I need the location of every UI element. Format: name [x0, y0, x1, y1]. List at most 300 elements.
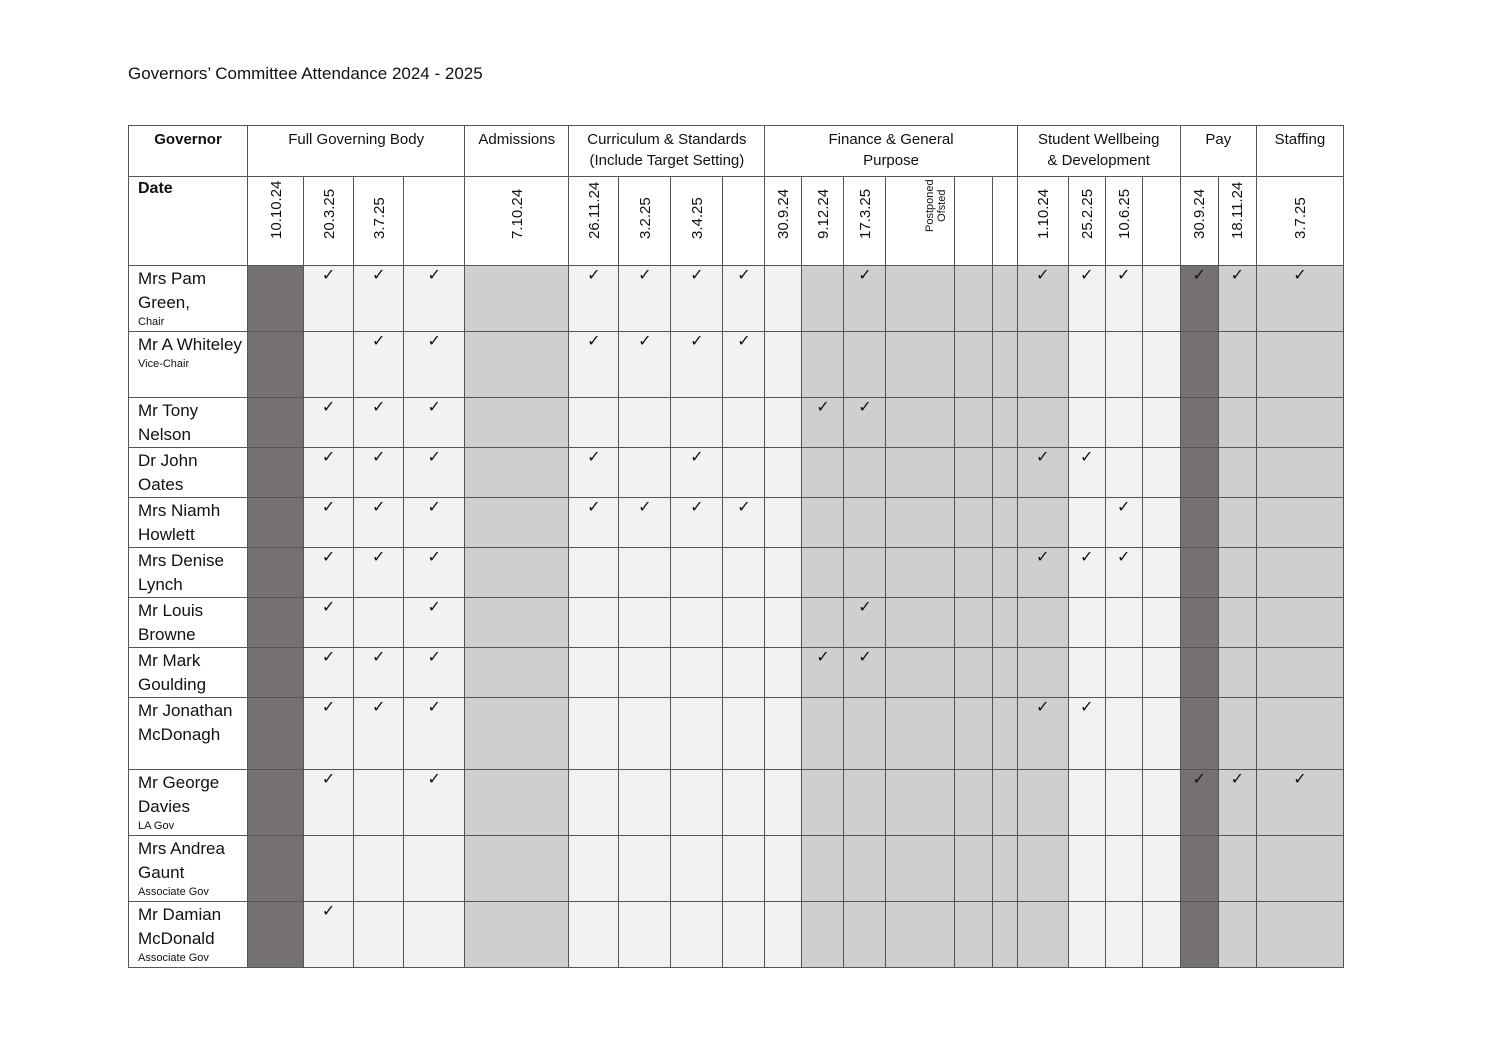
check-icon: ✓ — [371, 333, 386, 350]
attendance-cell — [1218, 498, 1256, 548]
table-row — [129, 398, 1344, 448]
attendance-cell — [354, 698, 404, 770]
governor-name-cell — [129, 398, 248, 448]
date-cell — [1180, 177, 1218, 266]
attendance-cell — [619, 698, 671, 770]
governor-header: Governor — [129, 126, 248, 177]
attendance-cell — [954, 648, 992, 698]
attendance-cell — [304, 836, 354, 902]
attendance-cell — [1180, 548, 1218, 598]
attendance-cell — [354, 548, 404, 598]
attendance-cell — [886, 266, 954, 332]
attendance-cell — [1218, 648, 1256, 698]
wellbeing-header-line1: Student Wellbeing — [1037, 131, 1160, 148]
date-cell — [1218, 177, 1256, 266]
attendance-cell — [569, 836, 619, 902]
attendance-cell — [465, 648, 569, 698]
attendance-cell — [465, 448, 569, 498]
attendance-cell — [671, 332, 723, 398]
attendance-cell — [465, 266, 569, 332]
attendance-cell — [723, 548, 765, 598]
attendance-cell — [765, 448, 802, 498]
attendance-cell — [954, 448, 992, 498]
attendance-cell — [802, 448, 844, 498]
date-cell — [619, 177, 671, 266]
governor-name-cell — [129, 698, 248, 770]
attendance-cell — [404, 448, 465, 498]
check-icon: ✓ — [1116, 549, 1131, 566]
check-icon: ✓ — [321, 449, 336, 466]
attendance-cell — [802, 498, 844, 548]
attendance-cell — [465, 332, 569, 398]
attendance-cell — [954, 398, 992, 448]
meeting-date: 3.7.25 — [370, 197, 388, 239]
check-icon: ✓ — [321, 649, 336, 666]
attendance-cell — [723, 698, 765, 770]
attendance-cell — [765, 548, 802, 598]
attendance-cell — [1017, 498, 1068, 548]
attendance-cell — [1017, 902, 1068, 968]
attendance-cell — [1256, 902, 1343, 968]
attendance-cell — [404, 698, 465, 770]
attendance-cell — [354, 770, 404, 836]
attendance-cell — [619, 770, 671, 836]
attendance-cell — [992, 698, 1017, 770]
attendance-cell — [1068, 598, 1105, 648]
attendance-cell — [404, 902, 465, 968]
meeting-date: 9.12.24 — [814, 188, 832, 239]
attendance-cell — [1068, 770, 1105, 836]
check-icon: ✓ — [1230, 267, 1244, 284]
attendance-cell — [671, 448, 723, 498]
attendance-cell — [1180, 266, 1218, 332]
attendance-cell — [465, 698, 569, 770]
check-icon: ✓ — [427, 549, 441, 566]
attendance-cell — [992, 598, 1017, 648]
governor-role: LA Gov — [138, 820, 175, 832]
governor-name-cell — [129, 448, 248, 498]
attendance-cell — [1180, 698, 1218, 770]
check-icon: ✓ — [321, 499, 336, 516]
attendance-cell — [1256, 332, 1343, 398]
attendance-cell — [1017, 266, 1068, 332]
governor-name: Mr Jonathan McDonagh — [138, 701, 233, 744]
attendance-cell — [569, 902, 619, 968]
attendance-cell — [1105, 598, 1142, 648]
attendance-cell — [1105, 648, 1142, 698]
check-icon: ✓ — [371, 549, 386, 566]
date-cell — [723, 177, 765, 266]
attendance-cell — [1142, 648, 1180, 698]
governor-name: Mrs Andrea Gaunt — [138, 839, 225, 882]
attendance-cell — [619, 498, 671, 548]
meeting-date: 20.3.25 — [320, 188, 338, 239]
attendance-cell — [304, 598, 354, 648]
meeting-date: 1.10.24 — [1034, 188, 1052, 239]
meeting-date: 30.9.24 — [1191, 188, 1209, 239]
attendance-cell — [1068, 836, 1105, 902]
attendance-cell — [304, 498, 354, 548]
check-icon: ✓ — [1079, 449, 1094, 466]
attendance-cell — [1218, 698, 1256, 770]
check-icon: ✓ — [690, 267, 704, 284]
attendance-cell — [1218, 266, 1256, 332]
attendance-cell — [1180, 498, 1218, 548]
attendance-cell — [765, 598, 802, 648]
attendance-cell — [1017, 648, 1068, 698]
check-icon: ✓ — [587, 499, 601, 516]
governor-name-cell — [129, 902, 248, 968]
attendance-cell — [404, 548, 465, 598]
attendance-cell — [465, 902, 569, 968]
attendance-cell — [1068, 266, 1105, 332]
check-icon: ✓ — [371, 649, 386, 666]
attendance-cell — [1017, 598, 1068, 648]
curriculum-header-line1: Curriculum & Standards — [587, 131, 747, 148]
attendance-cell — [992, 902, 1017, 968]
attendance-cell — [619, 648, 671, 698]
governor-name: Mr Tony Nelson — [138, 401, 199, 444]
attendance-cell — [1256, 548, 1343, 598]
attendance-cell — [886, 332, 954, 398]
curriculum-header — [569, 126, 765, 177]
check-icon: ✓ — [427, 699, 441, 716]
attendance-cell — [992, 836, 1017, 902]
attendance-cell — [1256, 836, 1343, 902]
check-icon: ✓ — [427, 333, 441, 350]
finance-header-line1: Finance & General — [828, 131, 954, 148]
check-icon: ✓ — [1192, 267, 1206, 284]
check-icon: ✓ — [638, 499, 652, 516]
attendance-cell — [1068, 332, 1105, 398]
governor-name: Mr A Whiteley — [138, 335, 242, 354]
attendance-cell — [765, 770, 802, 836]
attendance-cell — [992, 266, 1017, 332]
attendance-cell — [1218, 332, 1256, 398]
check-icon: ✓ — [321, 399, 336, 416]
check-icon: ✓ — [1293, 771, 1307, 788]
attendance-cell — [1142, 498, 1180, 548]
check-icon: ✓ — [1192, 771, 1206, 788]
governor-name-cell — [129, 836, 248, 902]
governor-name-cell — [129, 598, 248, 648]
attendance-cell — [569, 398, 619, 448]
attendance-cell — [723, 332, 765, 398]
attendance-cell — [992, 332, 1017, 398]
attendance-cell — [886, 398, 954, 448]
attendance-cell — [404, 398, 465, 448]
attendance-cell — [886, 548, 954, 598]
governor-role: Associate Gov — [138, 886, 209, 898]
attendance-cell — [1068, 448, 1105, 498]
attendance-cell — [802, 648, 844, 698]
attendance-cell — [954, 498, 992, 548]
attendance-cell — [354, 648, 404, 698]
check-icon: ✓ — [690, 499, 704, 516]
attendance-cell — [1017, 770, 1068, 836]
attendance-cell — [1017, 698, 1068, 770]
attendance-cell — [1256, 770, 1343, 836]
attendance-cell — [671, 698, 723, 770]
check-icon: ✓ — [638, 267, 652, 284]
attendance-cell — [1142, 548, 1180, 598]
attendance-cell — [802, 266, 844, 332]
check-icon: ✓ — [690, 449, 704, 466]
attendance-cell — [304, 266, 354, 332]
attendance-cell — [569, 332, 619, 398]
check-icon: ✓ — [587, 449, 601, 466]
attendance-cell — [844, 448, 886, 498]
table-row — [129, 266, 1344, 332]
attendance-cell — [954, 548, 992, 598]
check-icon: ✓ — [737, 333, 751, 350]
attendance-cell — [248, 902, 304, 968]
attendance-cell — [844, 398, 886, 448]
attendance-cell — [992, 648, 1017, 698]
attendance-cell — [1256, 398, 1343, 448]
table-row — [129, 332, 1344, 398]
attendance-cell — [1218, 398, 1256, 448]
attendance-cell — [248, 598, 304, 648]
attendance-cell — [1218, 548, 1256, 598]
governor-name: Mrs Denise Lynch — [138, 551, 224, 594]
attendance-cell — [954, 598, 992, 648]
attendance-cell — [992, 398, 1017, 448]
check-icon: ✓ — [371, 449, 386, 466]
attendance-cell — [802, 598, 844, 648]
attendance-cell — [802, 398, 844, 448]
attendance-cell — [569, 548, 619, 598]
attendance-cell — [954, 266, 992, 332]
attendance-cell — [304, 698, 354, 770]
attendance-cell — [802, 902, 844, 968]
table-row — [129, 902, 1344, 968]
meeting-date: 3.2.25 — [636, 197, 654, 239]
attendance-cell — [1180, 902, 1218, 968]
attendance-cell — [992, 448, 1017, 498]
attendance-cell — [1105, 448, 1142, 498]
attendance-cell — [404, 836, 465, 902]
check-icon: ✓ — [1035, 267, 1050, 284]
governor-name-cell — [129, 770, 248, 836]
attendance-cell — [304, 902, 354, 968]
governor-name-cell — [129, 332, 248, 398]
finance-header-line2: Purpose — [863, 152, 919, 169]
attendance-cell — [886, 598, 954, 648]
attendance-cell — [404, 266, 465, 332]
date-cell — [886, 177, 954, 266]
meeting-date: 10.10.24 — [267, 180, 285, 239]
attendance-cell — [844, 498, 886, 548]
attendance-cell — [671, 266, 723, 332]
attendance-cell — [1256, 698, 1343, 770]
meeting-date: Postponed Ofsted — [924, 179, 949, 232]
date-cell — [844, 177, 886, 266]
check-icon: ✓ — [1079, 549, 1094, 566]
attendance-cell — [1142, 332, 1180, 398]
attendance-cell — [1256, 498, 1343, 548]
check-icon: ✓ — [1230, 771, 1244, 788]
attendance-cell — [1105, 266, 1142, 332]
attendance-cell — [465, 836, 569, 902]
attendance-cell — [765, 902, 802, 968]
attendance-cell — [354, 498, 404, 548]
date-cell — [404, 177, 465, 266]
attendance-cell — [723, 448, 765, 498]
attendance-cell — [1017, 548, 1068, 598]
attendance-cell — [886, 770, 954, 836]
meeting-date: 17.3.25 — [856, 188, 874, 239]
check-icon: ✓ — [858, 599, 872, 616]
governor-name-cell — [129, 548, 248, 598]
governor-name-cell — [129, 266, 248, 332]
attendance-cell — [248, 836, 304, 902]
attendance-cell — [886, 448, 954, 498]
check-icon: ✓ — [737, 499, 751, 516]
check-icon: ✓ — [321, 267, 336, 284]
meeting-date: 25.2.25 — [1078, 188, 1096, 239]
attendance-cell — [1017, 448, 1068, 498]
attendance-cell — [886, 902, 954, 968]
date-cell — [1142, 177, 1180, 266]
attendance-cell — [404, 598, 465, 648]
check-icon: ✓ — [371, 399, 386, 416]
attendance-cell — [1142, 698, 1180, 770]
attendance-cell — [465, 598, 569, 648]
attendance-cell — [1068, 648, 1105, 698]
attendance-cell — [954, 902, 992, 968]
attendance-cell — [671, 902, 723, 968]
wellbeing-header — [1017, 126, 1180, 177]
attendance-cell — [354, 398, 404, 448]
attendance-cell — [1105, 836, 1142, 902]
attendance-cell — [404, 332, 465, 398]
check-icon: ✓ — [427, 499, 441, 516]
attendance-cell — [304, 770, 354, 836]
meeting-date: 26.11.24 — [585, 181, 603, 239]
attendance-cell — [354, 448, 404, 498]
meeting-date: 10.6.25 — [1115, 188, 1133, 239]
meeting-date: 18.11.24 — [1229, 181, 1247, 239]
attendance-cell — [723, 266, 765, 332]
attendance-cell — [802, 770, 844, 836]
admissions-header: Admissions — [465, 126, 569, 177]
table-row — [129, 548, 1344, 598]
attendance-cell — [802, 836, 844, 902]
meeting-date: 30.9.24 — [775, 188, 793, 239]
attendance-cell — [619, 266, 671, 332]
attendance-cell — [1105, 698, 1142, 770]
table-row — [129, 498, 1344, 548]
check-icon: ✓ — [1079, 699, 1094, 716]
check-icon: ✓ — [427, 771, 441, 788]
attendance-cell — [304, 648, 354, 698]
check-icon: ✓ — [371, 499, 386, 516]
attendance-cell — [1142, 266, 1180, 332]
attendance-cell — [954, 698, 992, 770]
check-icon: ✓ — [858, 649, 872, 666]
attendance-cell — [569, 770, 619, 836]
attendance-cell — [1180, 448, 1218, 498]
page-title: Governors’ Committee Attendance 2024 - 2025 — [128, 64, 483, 83]
table-row — [129, 698, 1344, 770]
attendance-cell — [465, 548, 569, 598]
check-icon: ✓ — [1293, 267, 1307, 284]
check-icon: ✓ — [816, 399, 830, 416]
governor-role: Chair — [138, 316, 165, 328]
check-icon: ✓ — [321, 903, 336, 920]
check-icon: ✓ — [427, 449, 441, 466]
attendance-cell — [886, 498, 954, 548]
attendance-cell — [569, 266, 619, 332]
curriculum-header-line2: (Include Target Setting) — [589, 152, 745, 169]
attendance-cell — [304, 448, 354, 498]
attendance-cell — [1256, 648, 1343, 698]
attendance-cell — [886, 648, 954, 698]
attendance-cell — [671, 770, 723, 836]
attendance-cell — [465, 398, 569, 448]
attendance-cell — [886, 698, 954, 770]
attendance-cell — [354, 902, 404, 968]
attendance-cell — [404, 648, 465, 698]
attendance-cell — [765, 266, 802, 332]
attendance-cell — [1142, 598, 1180, 648]
governor-name: Mr Damian McDonald — [138, 905, 222, 948]
attendance-cell — [1105, 770, 1142, 836]
attendance-cell — [569, 498, 619, 548]
attendance-cell — [992, 548, 1017, 598]
date-cell — [1017, 177, 1068, 266]
check-icon: ✓ — [690, 333, 704, 350]
check-icon: ✓ — [1079, 267, 1094, 284]
attendance-cell — [802, 332, 844, 398]
attendance-cell — [1218, 770, 1256, 836]
governor-name: Mrs Pam Green, — [138, 269, 206, 312]
date-cell — [1256, 177, 1343, 266]
check-icon: ✓ — [321, 699, 336, 716]
check-icon: ✓ — [587, 333, 601, 350]
attendance-cell — [1142, 770, 1180, 836]
attendance-cell — [765, 498, 802, 548]
attendance-cell — [1105, 498, 1142, 548]
date-cell — [992, 177, 1017, 266]
date-cell — [765, 177, 802, 266]
attendance-cell — [248, 648, 304, 698]
attendance-cell — [765, 698, 802, 770]
date-cell — [569, 177, 619, 266]
attendance-cell — [248, 498, 304, 548]
check-icon: ✓ — [321, 549, 336, 566]
attendance-cell — [886, 836, 954, 902]
date-cell — [465, 177, 569, 266]
attendance-cell — [248, 770, 304, 836]
attendance-cell — [1180, 332, 1218, 398]
attendance-cell — [671, 548, 723, 598]
attendance-cell — [1180, 836, 1218, 902]
attendance-cell — [723, 770, 765, 836]
attendance-cell — [465, 498, 569, 548]
attendance-cell — [671, 598, 723, 648]
attendance-cell — [1218, 598, 1256, 648]
attendance-cell — [992, 498, 1017, 548]
attendance-cell — [844, 902, 886, 968]
governor-role: Vice-Chair — [138, 358, 190, 370]
check-icon: ✓ — [638, 333, 652, 350]
attendance-cell — [765, 332, 802, 398]
check-icon: ✓ — [321, 771, 336, 788]
attendance-cell — [844, 648, 886, 698]
attendance-cell — [1068, 902, 1105, 968]
